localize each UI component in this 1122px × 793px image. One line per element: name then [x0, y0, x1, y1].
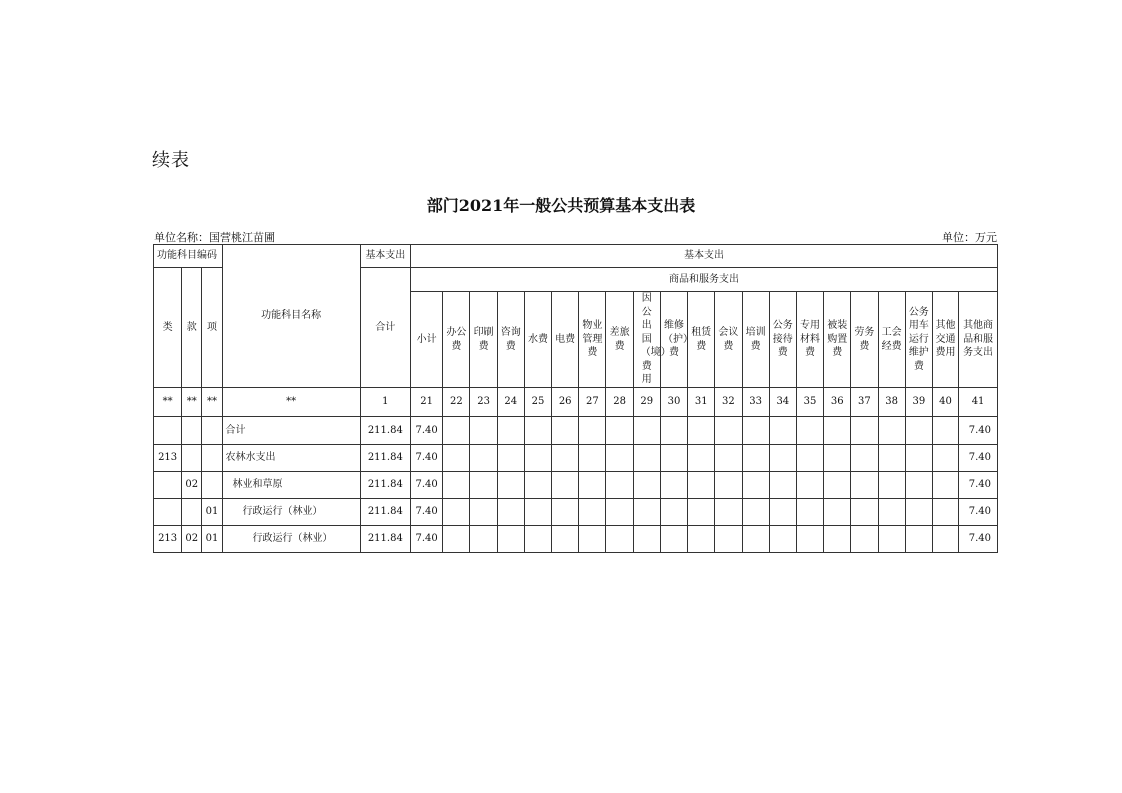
code-col: 32 [715, 388, 742, 417]
col-header-abroad: 因公出国（境）费用 [633, 292, 660, 388]
lei-header: 类 [154, 268, 182, 388]
col-header-other-transport: 其他交通费用 [932, 292, 958, 388]
cell-subtotal: 7.40 [411, 526, 443, 553]
code-xiang: ** [202, 388, 222, 417]
cell-name: 合计 [222, 417, 360, 445]
col-header-rent: 租赁费 [688, 292, 715, 388]
table-row [154, 472, 998, 499]
col-header-materials: 专用材料费 [796, 292, 823, 388]
code-col: 35 [796, 388, 823, 417]
cell-lei: 213 [154, 445, 182, 472]
col-header-printing: 印刷费 [470, 292, 497, 388]
col-header-water: 水费 [524, 292, 551, 388]
cell-kuan [182, 445, 202, 472]
table-row [154, 526, 998, 553]
cell-other-goods: 7.40 [959, 472, 998, 499]
code-total: 1 [360, 388, 410, 417]
basic-exp-header-span: 基本支出 [411, 245, 998, 268]
cell-xiang [202, 417, 222, 445]
col-header-travel: 差旅费 [606, 292, 633, 388]
code-col: 27 [579, 388, 606, 417]
code-col: 34 [769, 388, 796, 417]
cell-lei [154, 499, 182, 526]
col-header-union: 工会经费 [878, 292, 905, 388]
cell-subtotal: 7.40 [411, 472, 443, 499]
col-header-labor: 劳务费 [851, 292, 878, 388]
code-col: 33 [742, 388, 769, 417]
col-header-uniforms: 被装购置费 [824, 292, 851, 388]
code-col: 23 [470, 388, 497, 417]
code-col: 22 [443, 388, 470, 417]
code-col: 21 [411, 388, 443, 417]
header-row-1 [154, 245, 998, 268]
cell-total: 211.84 [360, 499, 410, 526]
cell-name: 行政运行（林业） [222, 526, 360, 553]
cell-lei: 213 [154, 526, 182, 553]
col-header-subtotal: 小计 [411, 292, 443, 388]
cell-lei [154, 417, 182, 445]
cell-xiang [202, 445, 222, 472]
code-name: ** [222, 388, 360, 417]
basic-exp-header-top: 基本支出 [360, 245, 410, 268]
func-name-header: 功能科目名称 [222, 245, 360, 388]
col-header-vehicle: 公务用车运行维护费 [905, 292, 932, 388]
page-title: 部门2021年一般公共预算基本支出表 [426, 196, 696, 215]
col-header-reception: 公务接待费 [769, 292, 796, 388]
code-col: 40 [932, 388, 958, 417]
col-header-property: 物业管理费 [579, 292, 606, 388]
col-header-other-goods: 其他商品和服务支出 [959, 292, 998, 388]
col-header-meeting: 会议费 [715, 292, 742, 388]
col-header-office: 办公费 [443, 292, 470, 388]
cell-kuan [182, 417, 202, 445]
cell-subtotal: 7.40 [411, 445, 443, 472]
cell-name: 行政运行（林业） [222, 499, 360, 526]
cell-other-goods: 7.40 [959, 499, 998, 526]
code-col: 37 [851, 388, 878, 417]
col-header-consulting: 咨询费 [497, 292, 524, 388]
col-header-repair: 维修（护）费 [660, 292, 687, 388]
cell-subtotal: 7.40 [411, 417, 443, 445]
currency-unit-label: 单位：万元 [942, 231, 997, 244]
table-row [154, 499, 998, 526]
code-col: 38 [878, 388, 905, 417]
kuan-header: 款 [182, 268, 202, 388]
total-header: 合计 [360, 268, 410, 388]
code-col: 31 [688, 388, 715, 417]
col-header-electricity: 电费 [552, 292, 579, 388]
code-col: 41 [959, 388, 998, 417]
code-col: 39 [905, 388, 932, 417]
cell-kuan: 02 [182, 526, 202, 553]
cell-total: 211.84 [360, 472, 410, 499]
table-row [154, 417, 998, 445]
cell-total: 211.84 [360, 526, 410, 553]
code-col: 24 [497, 388, 524, 417]
cell-lei [154, 472, 182, 499]
code-col: 30 [660, 388, 687, 417]
cell-subtotal: 7.40 [411, 499, 443, 526]
cell-total: 211.84 [360, 445, 410, 472]
code-col: 26 [552, 388, 579, 417]
unit-name-label: 单位名称：国营桃江苗圃 [154, 231, 275, 244]
goods-services-header: 商品和服务支出 [411, 268, 998, 292]
cell-kuan [182, 499, 202, 526]
cell-name: 农林水支出 [222, 445, 360, 472]
continuation-label: 续表 [152, 150, 190, 171]
func-code-header: 功能科目编码 [154, 245, 223, 268]
cell-other-goods: 7.40 [959, 526, 998, 553]
cell-kuan: 02 [182, 472, 202, 499]
col-header-training: 培训费 [742, 292, 769, 388]
budget-table [153, 244, 998, 553]
xiang-header: 项 [202, 268, 222, 388]
code-kuan: ** [182, 388, 202, 417]
cell-other-goods: 7.40 [959, 445, 998, 472]
code-col: 36 [824, 388, 851, 417]
cell-xiang: 01 [202, 526, 222, 553]
code-col: 29 [633, 388, 660, 417]
cell-xiang [202, 472, 222, 499]
code-col: 28 [606, 388, 633, 417]
cell-total: 211.84 [360, 417, 410, 445]
cell-name: 林业和草原 [222, 472, 360, 499]
cell-xiang: 01 [202, 499, 222, 526]
code-row [154, 388, 998, 417]
code-col: 25 [524, 388, 551, 417]
code-lei: ** [154, 388, 182, 417]
cell-other-goods: 7.40 [959, 417, 998, 445]
table-row [154, 445, 998, 472]
